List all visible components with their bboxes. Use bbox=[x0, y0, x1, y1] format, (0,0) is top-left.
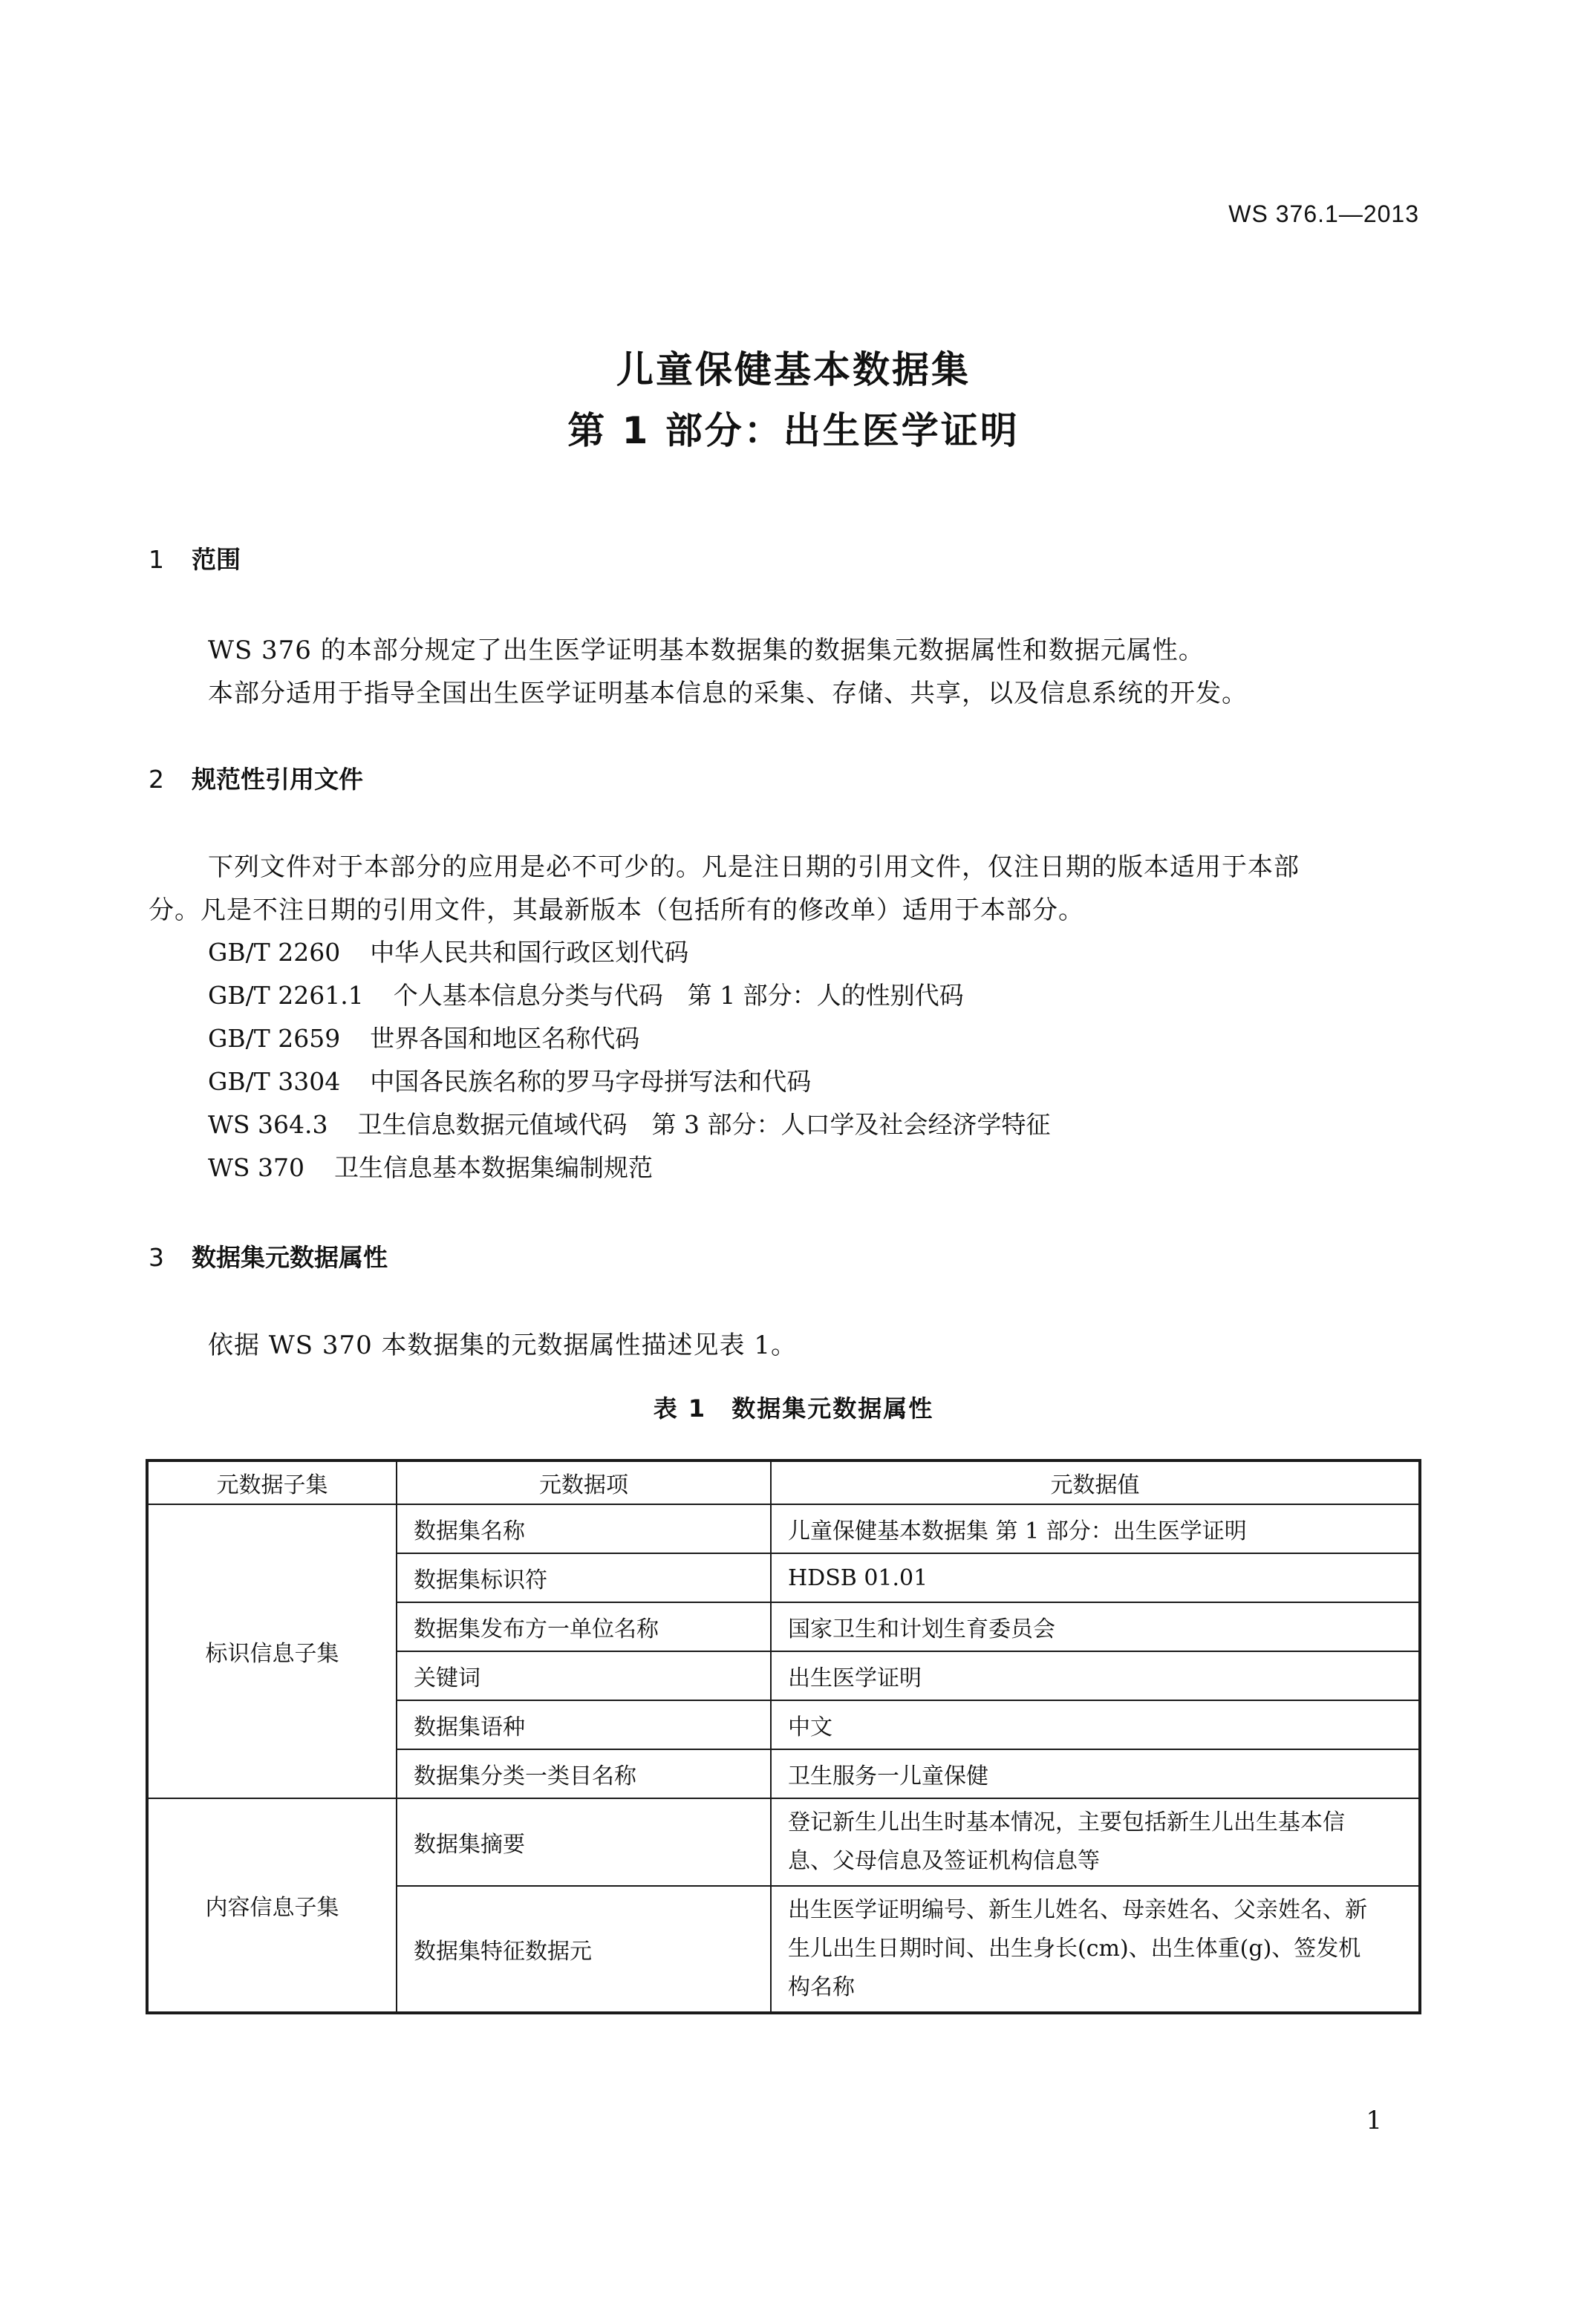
header-value: 元数据值 bbox=[771, 1460, 1420, 1504]
reference-item bbox=[208, 933, 688, 968]
metadata-value: 儿童保健基本数据集 第 1 部分：出生医学证明 bbox=[771, 1504, 1420, 1553]
section-2-intro-line-2: 分。凡是不注日期的引用文件，其最新版本（包括所有的修改单）适用于本部分。 bbox=[149, 895, 1084, 925]
metadata-item: 数据集特征数据元 bbox=[397, 1886, 771, 2013]
metadata-item: 数据集语种 bbox=[397, 1700, 771, 1749]
header-subset: 元数据子集 bbox=[147, 1460, 397, 1504]
metadata-value: 国家卫生和计划生育委员会 bbox=[771, 1602, 1420, 1651]
section-number: 3 bbox=[149, 1243, 164, 1272]
metadata-item: 关键词 bbox=[397, 1651, 771, 1700]
metadata-item: 数据集分类一类目名称 bbox=[397, 1749, 771, 1798]
section-1-para-1: WS 376 的本部分规定了出生医学证明基本数据集的数据集元数据属性和数据元属性。 bbox=[208, 636, 1205, 665]
reference-code: GB/T 2261.1 bbox=[208, 981, 364, 1010]
metadata-item: 数据集标识符 bbox=[397, 1553, 771, 1602]
reference-name: 中华人民共和国行政区划代码 bbox=[370, 938, 689, 967]
value-line: 出生医学证明编号、新生儿姓名、母亲姓名、父亲姓名、新 bbox=[788, 1897, 1367, 1923]
table-row bbox=[147, 1504, 1420, 1553]
metadata-value bbox=[771, 1798, 1420, 1886]
reference-code: WS 364.3 bbox=[208, 1110, 328, 1139]
reference-name: 世界各国和地区名称代码 bbox=[370, 1024, 640, 1053]
subset-identification: 标识信息子集 bbox=[147, 1504, 397, 1798]
table-row bbox=[147, 1798, 1420, 1886]
subset-content: 内容信息子集 bbox=[147, 1798, 397, 2013]
value-line: 生儿出生日期时间、出生身长(cm)、出生体重(g)、签发机 bbox=[788, 1936, 1361, 1962]
value-line: 登记新生儿出生时基本情况，主要包括新生儿出生基本信 bbox=[788, 1809, 1345, 1835]
metadata-value: 出生医学证明 bbox=[771, 1651, 1420, 1700]
reference-code: GB/T 2659 bbox=[208, 1024, 341, 1053]
metadata-item: 数据集名称 bbox=[397, 1504, 771, 1553]
page-number: 1 bbox=[1366, 2106, 1382, 2135]
document-code: WS 376.1—2013 bbox=[1228, 200, 1419, 227]
metadata-item: 数据集摘要 bbox=[397, 1798, 771, 1886]
section-title: 规范性引用文件 bbox=[192, 765, 363, 794]
reference-item bbox=[208, 1063, 811, 1097]
section-number: 1 bbox=[149, 545, 164, 574]
reference-code: GB/T 2260 bbox=[208, 938, 341, 967]
section-title: 范围 bbox=[192, 545, 241, 574]
metadata-value bbox=[771, 1886, 1420, 2013]
section-3-para: 依据 WS 370 本数据集的元数据属性描述见表 1。 bbox=[208, 1331, 797, 1360]
reference-item bbox=[208, 1149, 653, 1184]
section-number: 2 bbox=[149, 765, 164, 794]
reference-item bbox=[208, 1019, 639, 1054]
reference-name: 卫生信息基本数据集编制规范 bbox=[334, 1153, 654, 1182]
reference-code: GB/T 3304 bbox=[208, 1067, 341, 1096]
metadata-item: 数据集发布方一单位名称 bbox=[397, 1602, 771, 1651]
section-1-para-2: 本部分适用于指导全国出生医学证明基本信息的采集、存储、共享，以及信息系统的开发。 bbox=[208, 679, 1248, 708]
header-item: 元数据项 bbox=[397, 1460, 771, 1504]
metadata-value: HDSB 01.01 bbox=[771, 1553, 1420, 1602]
reference-name: 个人基本信息分类与代码 第 1 部分：人的性别代码 bbox=[393, 981, 964, 1010]
reference-name: 卫生信息数据元值域代码 第 3 部分：人口学及社会经济学特征 bbox=[357, 1110, 1051, 1139]
reference-item bbox=[208, 1106, 1050, 1140]
metadata-value: 中文 bbox=[771, 1700, 1420, 1749]
reference-item bbox=[208, 976, 964, 1011]
section-1-heading bbox=[149, 541, 241, 575]
reference-name: 中国各民族名称的罗马字母拼写法和代码 bbox=[370, 1067, 812, 1096]
table-caption: 表 1 数据集元数据属性 bbox=[653, 1394, 934, 1423]
document-subtitle: 第 1 部分：出生医学证明 bbox=[567, 409, 1020, 452]
reference-code: WS 370 bbox=[208, 1153, 305, 1182]
document-title: 儿童保健基本数据集 bbox=[616, 348, 971, 391]
section-title: 数据集元数据属性 bbox=[192, 1243, 388, 1272]
section-2-heading bbox=[149, 760, 363, 795]
value-line: 构名称 bbox=[788, 1974, 855, 2000]
metadata-table bbox=[146, 1459, 1421, 2014]
table-header-row bbox=[147, 1460, 1420, 1504]
section-2-intro-line-1: 下列文件对于本部分的应用是必不可少的。凡是注日期的引用文件，仅注日期的版本适用于本部 bbox=[208, 852, 1300, 882]
value-line: 息、父母信息及签证机构信息等 bbox=[788, 1848, 1100, 1874]
metadata-value: 卫生服务一儿童保健 bbox=[771, 1749, 1420, 1798]
section-3-heading bbox=[149, 1238, 388, 1273]
